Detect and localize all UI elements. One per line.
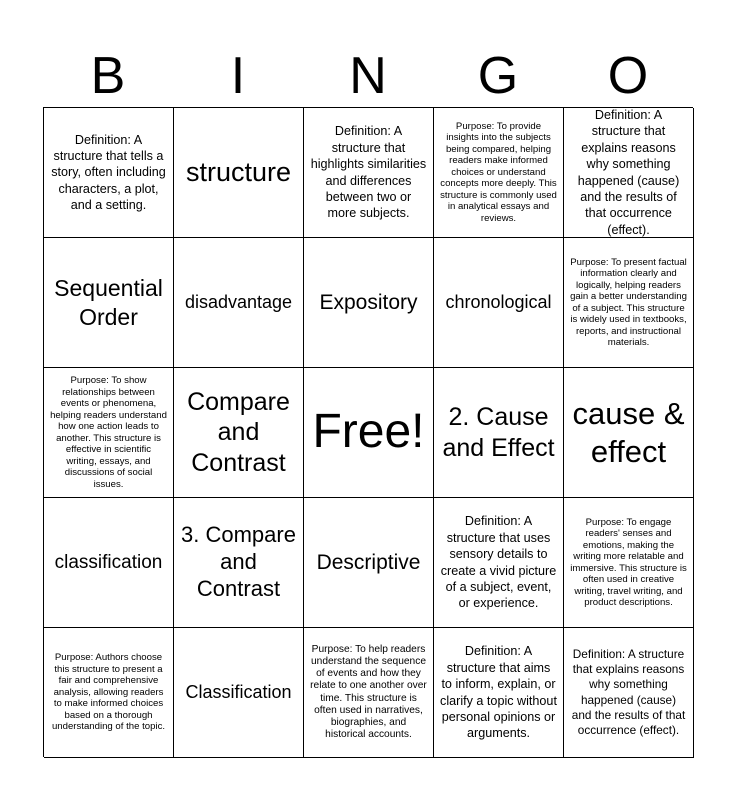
bingo-cell[interactable]: 2. Cause and Effect xyxy=(434,368,564,498)
bingo-cell[interactable]: Sequential Order xyxy=(44,238,174,368)
bingo-cell[interactable]: Compare and Contrast xyxy=(174,368,304,498)
bingo-cell[interactable]: Definition: A structure that highlights similarities and differences between two or more subjects. xyxy=(304,108,434,238)
bingo-cell[interactable]: Expository xyxy=(304,238,434,368)
bingo-cell[interactable]: Definition: A structure that explains reasons why something happened (cause) and the results of that occurrence (effect). xyxy=(564,108,694,238)
bingo-cell[interactable]: 3. Compare and Contrast xyxy=(174,498,304,628)
bingo-cell[interactable]: cause & effect xyxy=(564,368,694,498)
bingo-cell[interactable]: Purpose: To present factual information clearly and logically, helping readers gain a better understanding of a subject. This structure is widely used in textbooks, reports, and instructional materials. xyxy=(564,238,694,368)
bingo-cell[interactable]: Definition: A structure that aims to inform, explain, or clarify a topic without personal opinions or arguments. xyxy=(434,628,564,758)
bingo-cell[interactable]: Purpose: To show relationships between events or phenomena, helping readers understand how one action leads to another. This structure is effective in scientific writing, essays, and discussions of social issues. xyxy=(44,368,174,498)
bingo-cell[interactable]: Definition: A structure that uses sensory details to create a vivid picture of a subject, event, or experience. xyxy=(434,498,564,628)
bingo-cell[interactable]: Classification xyxy=(174,628,304,758)
header-letter-n: N xyxy=(349,47,387,105)
header-letter-o: O xyxy=(607,47,649,105)
header-letter-b: B xyxy=(90,47,126,105)
bingo-cell[interactable]: Purpose: To engage readers' senses and emotions, making the writing more relatable and immersive. This structure is often used in creative writing, travel writing, and product descriptions. xyxy=(564,498,694,628)
header-letter-g: G xyxy=(477,47,519,105)
bingo-header xyxy=(43,44,693,108)
bingo-cell[interactable]: structure xyxy=(174,108,304,238)
bingo-cell[interactable]: classification xyxy=(44,498,174,628)
bingo-cell[interactable]: Purpose: Authors choose this structure to present a fair and comprehensive analysis, allowing readers to make informed choices based on a thorough understanding of the topic. xyxy=(44,628,174,758)
bingo-cell[interactable]: Definition: A structure that explains reasons why something happened (cause) and the results of that occurrence (effect). xyxy=(564,628,694,758)
bingo-cell[interactable]: Definition: A structure that tells a story, often including characters, a plot, and a setting. xyxy=(44,108,174,238)
bingo-grid xyxy=(43,107,693,757)
free-space[interactable]: Free! xyxy=(304,368,434,498)
header-letter-i: I xyxy=(230,47,246,105)
bingo-cell[interactable]: Descriptive xyxy=(304,498,434,628)
bingo-cell[interactable]: disadvantage xyxy=(174,238,304,368)
bingo-cell[interactable]: Purpose: To help readers understand the sequence of events and how they relate to one another over time. This structure is often used in narratives, biographies, and historical accounts. xyxy=(304,628,434,758)
bingo-cell[interactable]: Purpose: To provide insights into the subjects being compared, helping readers make informed choices or understand concepts more deeply. This structure is commonly used in analytical essays and reviews. xyxy=(434,108,564,238)
bingo-cell[interactable]: chronological xyxy=(434,238,564,368)
